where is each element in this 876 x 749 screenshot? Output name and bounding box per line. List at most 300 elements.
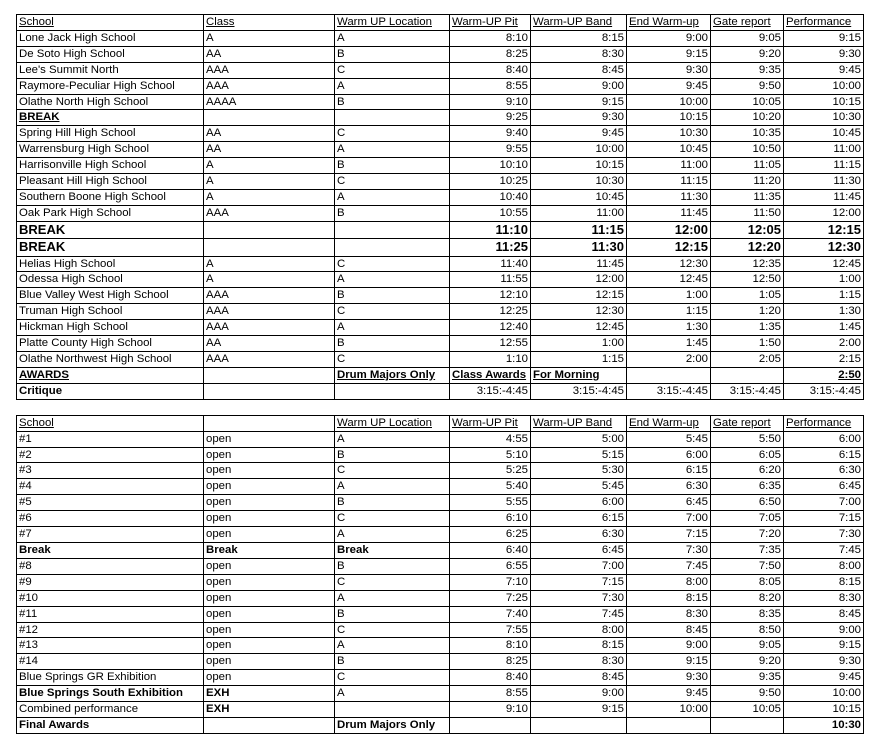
table-cell-5: 8:45: [531, 670, 627, 686]
table-cell-2: EXH: [204, 686, 335, 702]
table-cell-7: 7:50: [711, 558, 784, 574]
table-cell-6: 5:45: [627, 431, 711, 447]
table-cell-6: 7:00: [627, 511, 711, 527]
table-cell-8: 1:30: [784, 304, 864, 320]
table-cell-4: 7:25: [450, 590, 531, 606]
table-cell-2: EXH: [204, 702, 335, 718]
table-cell-1: #14: [17, 654, 204, 670]
table-cell-1: Break: [17, 542, 204, 558]
table-cell-2: open: [204, 495, 335, 511]
table-cell-3: C: [335, 511, 450, 527]
table-cell-8: 9:00: [784, 622, 864, 638]
table-cell-2: [204, 239, 335, 256]
table-cell-1: Oak Park High School: [17, 205, 204, 221]
table-cell-6: 8:15: [627, 590, 711, 606]
table-cell-3: A: [335, 431, 450, 447]
table-cell-8: 6:00: [784, 431, 864, 447]
table-row: [17, 702, 864, 718]
table-cell-8: 10:00: [784, 78, 864, 94]
table-cell-3: C: [335, 574, 450, 590]
table-cell-3: [335, 383, 450, 399]
table-cell-3: A: [335, 30, 450, 46]
header-cell-7: Gate report: [711, 415, 784, 431]
table-cell-3: Drum Majors Only: [335, 367, 450, 383]
table-cell-8: 2:50: [784, 367, 864, 383]
table-cell-7: 9:20: [711, 46, 784, 62]
table-cell-5: 6:30: [531, 527, 627, 543]
table-cell-1: Pleasant Hill High School: [17, 174, 204, 190]
table-cell-8: 10:15: [784, 702, 864, 718]
table-cell-6: 8:30: [627, 606, 711, 622]
table-cell-5: 12:30: [531, 304, 627, 320]
table-cell-6: 3:15:-4:45: [627, 383, 711, 399]
table-cell-6: 10:00: [627, 702, 711, 718]
table-cell-2: AAA: [204, 320, 335, 336]
table-cell-2: open: [204, 670, 335, 686]
table-cell-5: 8:15: [531, 638, 627, 654]
table-cell-2: open: [204, 558, 335, 574]
header-cell-5: Warm-UP Band: [531, 415, 627, 431]
table-row: [17, 654, 864, 670]
table-cell-2: AA: [204, 126, 335, 142]
table-cell-1: Olathe Northwest High School: [17, 352, 204, 368]
table-row: [17, 447, 864, 463]
table-cell-1: BREAK: [17, 221, 204, 238]
table-cell-7: 9:50: [711, 686, 784, 702]
table-row: [17, 110, 864, 126]
table-cell-6: 1:15: [627, 304, 711, 320]
table-row: [17, 239, 864, 256]
table-cell-4: 9:40: [450, 126, 531, 142]
table-row: [17, 367, 864, 383]
table-cell-2: AAA: [204, 352, 335, 368]
table-cell-3: Break: [335, 542, 450, 558]
table-cell-4: 9:55: [450, 142, 531, 158]
table-cell-1: #3: [17, 463, 204, 479]
header-cell-2: [204, 415, 335, 431]
table-cell-2: AA: [204, 336, 335, 352]
table-cell-4: 10:25: [450, 174, 531, 190]
table-cell-7: 9:35: [711, 62, 784, 78]
table-cell-4: 11:40: [450, 256, 531, 272]
table-cell-4: 8:10: [450, 638, 531, 654]
table-cell-8: 10:45: [784, 126, 864, 142]
table-row: [17, 511, 864, 527]
table-cell-4: 8:55: [450, 686, 531, 702]
header-cell-4: Warm-UP Pit: [450, 415, 531, 431]
table-cell-7: 8:05: [711, 574, 784, 590]
table-cell-1: De Soto High School: [17, 46, 204, 62]
table-cell-6: 8:00: [627, 574, 711, 590]
table-cell-4: 1:10: [450, 352, 531, 368]
table-cell-5: 11:00: [531, 205, 627, 221]
table-cell-2: A: [204, 30, 335, 46]
table-cell-1: Warrensburg High School: [17, 142, 204, 158]
table-cell-1: Blue Springs South Exhibition: [17, 686, 204, 702]
table-cell-2: open: [204, 638, 335, 654]
table-cell-3: B: [335, 654, 450, 670]
table-cell-5: 11:45: [531, 256, 627, 272]
spacer-cell: [531, 399, 627, 415]
table-cell-1: #13: [17, 638, 204, 654]
table-cell-3: B: [335, 447, 450, 463]
table-cell-8: 10:15: [784, 94, 864, 110]
table-cell-2: AAAA: [204, 94, 335, 110]
table-cell-4: 9:10: [450, 702, 531, 718]
table-cell-3: A: [335, 686, 450, 702]
table-cell-8: 2:15: [784, 352, 864, 368]
table-cell-5: 6:45: [531, 542, 627, 558]
table-cell-5: 5:45: [531, 479, 627, 495]
table-cell-7: 10:20: [711, 110, 784, 126]
table-cell-4: 11:55: [450, 272, 531, 288]
table-cell-2: AA: [204, 142, 335, 158]
table-cell-3: C: [335, 352, 450, 368]
table-cell-1: #9: [17, 574, 204, 590]
table-cell-8: 8:15: [784, 574, 864, 590]
table-cell-7: 9:05: [711, 638, 784, 654]
header-cell-1: School: [17, 15, 204, 31]
table-cell-3: B: [335, 558, 450, 574]
table-cell-4: Class Awards: [450, 367, 531, 383]
table-cell-5: 1:00: [531, 336, 627, 352]
table-cell-4: 8:25: [450, 46, 531, 62]
table-cell-3: C: [335, 256, 450, 272]
table-row: [17, 142, 864, 158]
table-cell-5: For Morning: [531, 367, 627, 383]
table-cell-4: 8:40: [450, 62, 531, 78]
header-cell-4: Warm-UP Pit: [450, 15, 531, 31]
table-cell-3: B: [335, 288, 450, 304]
table-cell-3: B: [335, 46, 450, 62]
table-cell-3: B: [335, 606, 450, 622]
table-cell-3: [335, 702, 450, 718]
table-cell-5: 9:00: [531, 686, 627, 702]
table-cell-1: Lone Jack High School: [17, 30, 204, 46]
table-cell-6: 9:30: [627, 670, 711, 686]
table-cell-1: AWARDS: [17, 367, 204, 383]
table-cell-3: C: [335, 174, 450, 190]
table-cell-5: [531, 717, 627, 733]
table-cell-2: open: [204, 431, 335, 447]
table-row: [17, 574, 864, 590]
table-cell-6: 1:00: [627, 288, 711, 304]
table-cell-8: 12:30: [784, 239, 864, 256]
table-cell-1: Spring Hill High School: [17, 126, 204, 142]
table-cell-2: AAA: [204, 78, 335, 94]
table-cell-7: 11:05: [711, 158, 784, 174]
table-cell-4: 10:10: [450, 158, 531, 174]
table-row: [17, 622, 864, 638]
table-cell-7: 1:50: [711, 336, 784, 352]
table-cell-6: 9:45: [627, 686, 711, 702]
table-cell-3: Drum Majors Only: [335, 717, 450, 733]
table-cell-8: 9:30: [784, 46, 864, 62]
table-cell-3: C: [335, 670, 450, 686]
table-cell-5: 9:45: [531, 126, 627, 142]
table-cell-2: [204, 367, 335, 383]
table-cell-1: #5: [17, 495, 204, 511]
table-row: [17, 670, 864, 686]
table-cell-8: 3:15:-4:45: [784, 383, 864, 399]
table-cell-7: 7:20: [711, 527, 784, 543]
table-row: [17, 463, 864, 479]
table-cell-7: 12:35: [711, 256, 784, 272]
table-cell-5: 6:00: [531, 495, 627, 511]
table-cell-6: 10:15: [627, 110, 711, 126]
table-cell-7: 8:50: [711, 622, 784, 638]
table-cell-2: AA: [204, 46, 335, 62]
table-cell-7: 12:05: [711, 221, 784, 238]
table-cell-5: 5:30: [531, 463, 627, 479]
table-cell-1: #6: [17, 511, 204, 527]
table-cell-1: Raymore-Peculiar High School: [17, 78, 204, 94]
table-cell-5: 7:00: [531, 558, 627, 574]
table-cell-1: #10: [17, 590, 204, 606]
table-cell-6: 6:45: [627, 495, 711, 511]
table-cell-4: 12:55: [450, 336, 531, 352]
table-cell-6: 9:30: [627, 62, 711, 78]
table-cell-1: BREAK: [17, 110, 204, 126]
table-cell-1: #1: [17, 431, 204, 447]
table-cell-4: 8:40: [450, 670, 531, 686]
table-cell-6: 2:00: [627, 352, 711, 368]
table-cell-3: A: [335, 189, 450, 205]
table-cell-3: A: [335, 272, 450, 288]
table-cell-2: open: [204, 606, 335, 622]
table-cell-2: AAA: [204, 288, 335, 304]
table-cell-2: A: [204, 174, 335, 190]
table-cell-5: 10:00: [531, 142, 627, 158]
table-cell-5: 3:15:-4:45: [531, 383, 627, 399]
header-cell-3: Warm UP Location: [335, 15, 450, 31]
table-cell-3: C: [335, 304, 450, 320]
table-cell-8: 12:45: [784, 256, 864, 272]
table-cell-2: open: [204, 622, 335, 638]
table-row: [17, 320, 864, 336]
table-cell-6: 9:45: [627, 78, 711, 94]
table-cell-2: AAA: [204, 205, 335, 221]
table-cell-3: C: [335, 126, 450, 142]
table-cell-4: 6:40: [450, 542, 531, 558]
table-cell-8: 10:00: [784, 686, 864, 702]
table-cell-6: 10:45: [627, 142, 711, 158]
table-cell-4: 5:40: [450, 479, 531, 495]
table-cell-8: 10:30: [784, 717, 864, 733]
table-cell-2: AAA: [204, 304, 335, 320]
table-cell-7: 10:05: [711, 702, 784, 718]
table-cell-7: 9:35: [711, 670, 784, 686]
table-cell-8: 1:15: [784, 288, 864, 304]
table-cell-5: 10:30: [531, 174, 627, 190]
table-cell-5: 6:15: [531, 511, 627, 527]
table-cell-8: 9:45: [784, 670, 864, 686]
table-cell-6: [627, 367, 711, 383]
table-cell-2: [204, 717, 335, 733]
table-cell-7: 10:35: [711, 126, 784, 142]
table-cell-6: 7:45: [627, 558, 711, 574]
table-cell-6: 12:45: [627, 272, 711, 288]
table-cell-3: A: [335, 320, 450, 336]
table-cell-4: 5:55: [450, 495, 531, 511]
table-cell-3: A: [335, 78, 450, 94]
table-cell-5: 5:00: [531, 431, 627, 447]
table-cell-5: 11:15: [531, 221, 627, 238]
table-row: [17, 383, 864, 399]
table-cell-1: Combined performance: [17, 702, 204, 718]
table-cell-7: 7:35: [711, 542, 784, 558]
table-cell-1: Odessa High School: [17, 272, 204, 288]
header-cell-8: Performance: [784, 415, 864, 431]
table-cell-8: 6:45: [784, 479, 864, 495]
table-cell-4: 4:55: [450, 431, 531, 447]
header-cell-8: Performance: [784, 15, 864, 31]
table-cell-1: Olathe North High School: [17, 94, 204, 110]
table-cell-3: B: [335, 205, 450, 221]
table-cell-3: A: [335, 142, 450, 158]
spacer-cell: [711, 399, 784, 415]
table-cell-6: 7:15: [627, 527, 711, 543]
table-cell-4: 7:10: [450, 574, 531, 590]
spacer-cell: [335, 399, 450, 415]
header-cell-6: End Warm-up: [627, 15, 711, 31]
table-cell-7: 6:50: [711, 495, 784, 511]
table-cell-2: [204, 221, 335, 238]
table-row: [17, 606, 864, 622]
table-cell-5: 11:30: [531, 239, 627, 256]
table-cell-4: 10:40: [450, 189, 531, 205]
table-cell-2: Break: [204, 542, 335, 558]
morning-header-row: [17, 15, 864, 31]
table-cell-8: 8:30: [784, 590, 864, 606]
table-cell-1: Helias High School: [17, 256, 204, 272]
table-cell-8: 11:45: [784, 189, 864, 205]
table-cell-1: Lee's Summit North: [17, 62, 204, 78]
table-cell-6: 11:30: [627, 189, 711, 205]
table-cell-5: 8:30: [531, 654, 627, 670]
table-cell-6: 12:15: [627, 239, 711, 256]
table-row: [17, 336, 864, 352]
table-cell-8: 7:45: [784, 542, 864, 558]
table-cell-4: 12:10: [450, 288, 531, 304]
table-row: [17, 717, 864, 733]
table-cell-4: 9:25: [450, 110, 531, 126]
table-cell-7: 10:05: [711, 94, 784, 110]
table-cell-5: 12:15: [531, 288, 627, 304]
table-row: [17, 590, 864, 606]
table-row: [17, 431, 864, 447]
table-row: [17, 62, 864, 78]
table-cell-3: B: [335, 495, 450, 511]
table-cell-4: 8:55: [450, 78, 531, 94]
table-cell-3: A: [335, 527, 450, 543]
table-cell-1: #2: [17, 447, 204, 463]
table-cell-7: 3:15:-4:45: [711, 383, 784, 399]
table-cell-7: 8:20: [711, 590, 784, 606]
table-cell-1: Platte County High School: [17, 336, 204, 352]
table-cell-4: 6:25: [450, 527, 531, 543]
table-cell-4: 6:10: [450, 511, 531, 527]
table-cell-1: Southern Boone High School: [17, 189, 204, 205]
table-cell-8: 11:00: [784, 142, 864, 158]
spacer-cell: [17, 399, 204, 415]
table-cell-5: 9:15: [531, 702, 627, 718]
table-cell-2: A: [204, 256, 335, 272]
table-cell-6: 11:15: [627, 174, 711, 190]
table-cell-5: 1:15: [531, 352, 627, 368]
table-cell-2: open: [204, 527, 335, 543]
table-cell-3: C: [335, 463, 450, 479]
table-cell-8: 12:00: [784, 205, 864, 221]
table-cell-5: 7:30: [531, 590, 627, 606]
table-row: [17, 288, 864, 304]
table-cell-4: 5:25: [450, 463, 531, 479]
table-cell-7: 11:50: [711, 205, 784, 221]
table-row: [17, 189, 864, 205]
table-cell-6: 7:30: [627, 542, 711, 558]
table-cell-3: B: [335, 158, 450, 174]
table-cell-7: 10:50: [711, 142, 784, 158]
table-cell-2: open: [204, 479, 335, 495]
table-row: [17, 94, 864, 110]
table-cell-4: 9:10: [450, 94, 531, 110]
table-row: [17, 304, 864, 320]
table-cell-3: C: [335, 62, 450, 78]
table-cell-2: [204, 383, 335, 399]
table-cell-4: 6:55: [450, 558, 531, 574]
table-cell-7: 12:50: [711, 272, 784, 288]
table-cell-5: 10:15: [531, 158, 627, 174]
table-cell-7: 11:35: [711, 189, 784, 205]
table-row: [17, 126, 864, 142]
table-cell-7: 1:20: [711, 304, 784, 320]
table-cell-1: Blue Springs GR Exhibition: [17, 670, 204, 686]
table-cell-3: C: [335, 622, 450, 638]
table-cell-4: [450, 717, 531, 733]
table-cell-6: 12:00: [627, 221, 711, 238]
table-row: [17, 527, 864, 543]
table-cell-8: 2:00: [784, 336, 864, 352]
table-cell-7: [711, 717, 784, 733]
table-cell-2: AAA: [204, 62, 335, 78]
table-cell-6: 11:45: [627, 205, 711, 221]
table-cell-7: 1:35: [711, 320, 784, 336]
table-cell-3: [335, 221, 450, 238]
table-cell-6: 9:15: [627, 654, 711, 670]
table-cell-8: 7:15: [784, 511, 864, 527]
table-cell-2: open: [204, 590, 335, 606]
table-cell-1: Truman High School: [17, 304, 204, 320]
table-cell-5: 8:30: [531, 46, 627, 62]
table-cell-8: 11:30: [784, 174, 864, 190]
table-cell-7: 5:50: [711, 431, 784, 447]
table-cell-3: A: [335, 590, 450, 606]
table-cell-3: A: [335, 479, 450, 495]
table-row: [17, 46, 864, 62]
table-cell-5: 7:15: [531, 574, 627, 590]
header-cell-5: Warm-UP Band: [531, 15, 627, 31]
table-row: [17, 78, 864, 94]
table-cell-2: A: [204, 189, 335, 205]
table-cell-8: 6:30: [784, 463, 864, 479]
table-cell-1: Harrisonville High School: [17, 158, 204, 174]
table-cell-6: 9:15: [627, 46, 711, 62]
table-cell-8: 7:30: [784, 527, 864, 543]
table-row: [17, 205, 864, 221]
table-cell-8: 11:15: [784, 158, 864, 174]
spacer-cell: [627, 399, 711, 415]
header-cell-2: Class: [204, 15, 335, 31]
